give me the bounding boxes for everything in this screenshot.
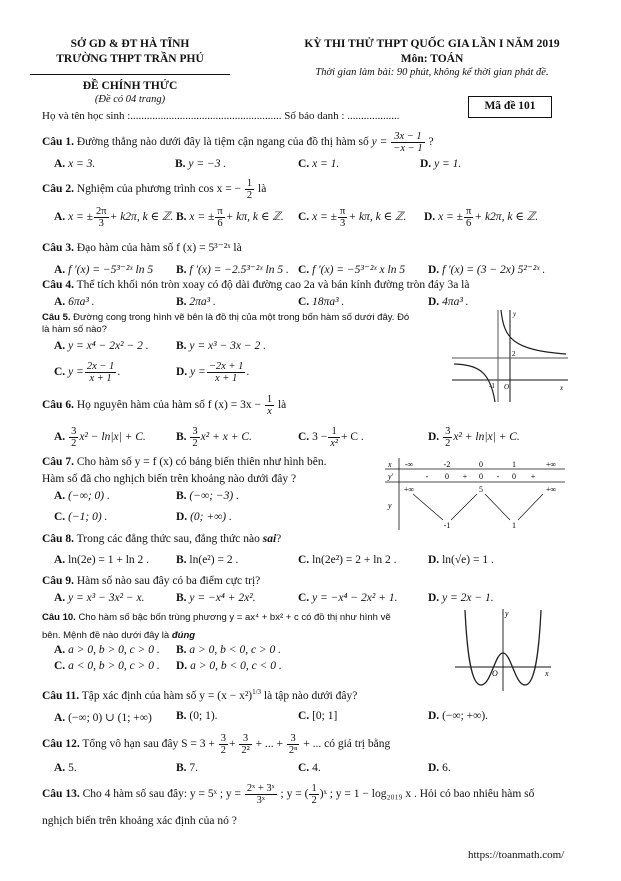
axis-y-label: y: [505, 609, 509, 618]
exam-code: Mã đề 101: [484, 100, 536, 112]
sign-cell: -: [425, 472, 429, 481]
option-b[interactable]: B. y = x³ − 3x − 2 .: [176, 340, 266, 352]
question-text: Đường thẳng nào dưới đây là tiệm cận ngang của đồ thị hàm số: [76, 136, 369, 149]
sign-cell: 0: [445, 472, 449, 481]
fraction: $\frac{1}{2}$: [246, 178, 253, 202]
q10-graph: [455, 607, 555, 693]
option-d[interactable]: D. 6.: [428, 762, 451, 774]
option-a[interactable]: A. 6πa³ .: [54, 296, 95, 308]
question-3: Câu 3. Đạo hàm của hàm số f (x) = 5³⁻²ˣ là: [42, 242, 242, 254]
option-b[interactable]: B. $\frac{3}{2}$ x² + x + C.: [176, 426, 252, 450]
option-b[interactable]: B. (−∞; −3) .: [176, 490, 240, 502]
option-a[interactable]: A. f ′(x) = −5³⁻²ˣ ln 5: [54, 264, 154, 276]
y-min-value: 1: [512, 521, 516, 530]
option-a[interactable]: A. 5.: [54, 762, 77, 774]
sign-cell: +: [462, 472, 468, 481]
y-max-value: +∞: [403, 485, 415, 494]
school-name: TRƯỜNG THPT TRẦN PHÚ: [56, 53, 204, 65]
option-c[interactable]: C. a < 0, b > 0, c > 0 .: [54, 660, 160, 672]
arrow: [451, 494, 477, 520]
question-8: Câu 8. Trong các đẳng thức sau, đẳng thức nào sai?: [42, 533, 282, 545]
question-6: Câu 6. Họ nguyên hàm của hàm số f (x) = 3x − $\frac{1}{x}$ là: [42, 394, 287, 418]
option-a[interactable]: A. (−∞; 0) .: [54, 490, 110, 502]
axis-x-label: x: [545, 669, 549, 678]
arrow: [413, 494, 443, 520]
page-count: (Đề có 04 trang): [94, 94, 166, 105]
arrow: [518, 494, 543, 520]
option-a[interactable]: A. y = x⁴ − 2x² − 2 .: [54, 340, 149, 352]
y-max-value: +∞: [545, 485, 557, 494]
sign-cell: -: [496, 472, 500, 481]
right-branch: [501, 310, 566, 354]
option-a[interactable]: A. y = x³ − 3x² − x.: [54, 592, 145, 604]
q5-graph: [452, 308, 572, 403]
option-a[interactable]: A. x = 3.: [54, 158, 96, 170]
option-d[interactable]: D. $\frac{3}{2}$ x² + ln|x| + C.: [428, 426, 520, 450]
x-value: 0: [479, 460, 483, 469]
option-b[interactable]: B. (0; 1).: [176, 710, 218, 722]
question-4: Câu 4. Thể tích khối nón tròn xoay có độ dài đường cao 2a và bán kính đường tròn đáy 3a là: [42, 279, 470, 291]
question-5-cont: là hàm số nào?: [42, 324, 107, 335]
official-label: ĐỀ CHÍNH THỨC: [82, 80, 178, 92]
fraction: $\frac{3x - 1}{-x - 1}$: [393, 131, 423, 155]
option-c[interactable]: C. y = −x⁴ − 2x² + 1.: [298, 592, 398, 604]
option-d[interactable]: D. y = 2x − 1.: [428, 592, 494, 604]
axis-y-label: y: [513, 310, 517, 318]
option-b[interactable]: B. 7.: [176, 762, 199, 774]
question-13-cont: nghịch biến trên khoảng xác định của nó ?: [42, 815, 237, 827]
footer-link[interactable]: https://toanmath.com/: [468, 849, 565, 861]
option-a[interactable]: A. $\frac{3}{2}$ x² − ln|x| + C.: [54, 426, 146, 450]
subject: Môn: TOÁN: [400, 53, 464, 65]
question-7-cont: Hàm số đã cho nghịch biến trên khoảng nào dưới đây ?: [42, 473, 297, 485]
option-b[interactable]: B. y = −3 .: [175, 158, 227, 170]
header-divider: [30, 74, 230, 75]
option-c[interactable]: C. 18πa³ .: [298, 296, 345, 308]
option-b[interactable]: B. f ′(x) = −2.5³⁻²ˣ ln 5 .: [176, 264, 289, 276]
y-max-value: 5: [479, 485, 483, 494]
option-d[interactable]: D. (0; +∞) .: [176, 511, 232, 523]
option-c[interactable]: C. x = 1.: [298, 158, 340, 170]
option-d[interactable]: D. a > 0, b < 0, c < 0 .: [176, 660, 282, 672]
question-13: Câu 13. Cho 4 hàm số sau đây: y = 5ˣ ; y = $\frac{\text{2ˣ + 3ˣ}}{\text{3ˣ}}$ ; y = ( $\frac{1}{2}$ )ˣ ; y = 1 − log₂₀₁₉ x . Hỏi có bao nhiêu hàm số: [42, 783, 535, 807]
question-12: Câu 12. Tổng vô hạn sau đây S = 3 + $\frac{3}{2}$ + $\frac{3}{\text{2²}}$ + ... + $\frac{3}{\text{2ⁿ}}$ + ... có giá trị bằng: [42, 733, 391, 757]
option-b[interactable]: B. x = ± $\frac{\pi}{6}$ + kπ, k ∈ ℤ.: [176, 206, 284, 230]
origin-label: O: [504, 383, 510, 391]
option-a[interactable]: A. x = ± $\frac{2\pi}{3}$ + k2π, k ∈ ℤ.: [54, 206, 174, 230]
variation-table: [385, 458, 565, 530]
dept-name: SỞ GD & ĐT HÀ TĨNH: [70, 38, 190, 50]
sign-cell: +: [530, 472, 536, 481]
question-text: Nghiệm của phương trình cos x = −: [76, 183, 242, 196]
option-c[interactable]: C. 3 − $\frac{1}{\text{x²}}$ + C .: [298, 426, 364, 450]
question-2: Câu 2. Nghiệm của phương trình cos x = − $\frac{1}{2}$ là: [42, 178, 267, 202]
question-1: Câu 1. Đường thẳng nào dưới đây là tiệm cận ngang của đồ thị hàm số y = $\frac{3x - 1}{-x - 1}$ ?: [42, 131, 434, 155]
x-value: 1: [512, 460, 516, 469]
option-d[interactable]: D. x = ± $\frac{\pi}{6}$ + k2π, k ∈ ℤ.: [424, 206, 539, 230]
option-c[interactable]: C. (−1; 0) .: [54, 511, 108, 523]
tick-2: 2: [512, 350, 516, 358]
option-c[interactable]: C. y = $\frac{2x - 1}{x + 1}$ .: [54, 361, 121, 385]
option-d[interactable]: D. ln(√e) = 1 .: [428, 554, 494, 566]
option-c[interactable]: C. ln(2e²) = 2 + ln 2 .: [298, 554, 397, 566]
sign-cell: 0: [512, 472, 516, 481]
question-10-cont: bên. Mệnh đề nào dưới đây là đúng: [42, 630, 196, 641]
exam-time: Thời gian làm bài: 90 phút, không kể thời gian phát đề.: [315, 67, 549, 78]
arrow: [485, 494, 510, 520]
question-11: Câu 11. Tập xác định của hàm số $y = (x - x^2)^{1/3}$ là tập nào dưới đây?: [42, 688, 358, 702]
origin-label: O: [492, 669, 498, 678]
row-label-y: y: [388, 501, 392, 510]
x-value: -∞: [404, 460, 414, 469]
x-value: +∞: [545, 460, 557, 469]
option-b[interactable]: B. ln(e²) = 2 .: [176, 554, 239, 566]
question-9: Câu 9. Hàm số nào sau đây có ba điểm cực trị?: [42, 575, 261, 587]
option-c[interactable]: C. [0; 1]: [298, 710, 338, 722]
question-10: Câu 10. Cho hàm số bậc bốn trùng phương y = ax⁴ + bx² + c có đồ thị như hình vẽ: [42, 612, 391, 623]
option-c[interactable]: C. x = ± $\frac{\pi}{3}$ + kπ, k ∈ ℤ.: [298, 206, 407, 230]
axis-x-label: x: [560, 384, 564, 392]
option-b[interactable]: B. y = −x⁴ + 2x².: [176, 592, 256, 604]
question-number: Câu 2.: [42, 183, 74, 196]
student-info-line: Họ và tên học sinh :....................................................... Số báo danh : ...................: [42, 110, 400, 122]
option-d[interactable]: D. (−∞; +∞).: [428, 710, 489, 722]
question-number: Câu 1.: [42, 136, 74, 149]
option-a[interactable]: A. (−∞; 0) ∪ (1; +∞): [54, 712, 152, 724]
option-c[interactable]: C. f ′(x) = −5³⁻²ˣ x ln 5: [298, 264, 406, 276]
option-d[interactable]: D. y = 1.: [420, 158, 462, 170]
option-c[interactable]: C. 4.: [298, 762, 321, 774]
question-7: Câu 7. Cho hàm số y = f (x) có bảng biến thiên như hình bên.: [42, 456, 327, 468]
option-a[interactable]: A. ln(2e) = 1 + ln 2 .: [54, 554, 150, 566]
row-label-yprime: y′: [388, 472, 394, 481]
exam-title: KỲ THI THỬ THPT QUỐC GIA LẦN I NĂM 2019: [304, 38, 560, 50]
option-b[interactable]: B. 2πa³ .: [176, 296, 216, 308]
option-a[interactable]: A. a > 0, b > 0, c > 0 .: [54, 644, 160, 656]
question-5: Câu 5. Đường cong trong hình vẽ bên là đồ thị của một trong bốn hàm số dưới đây. Đó: [42, 312, 410, 323]
sign-cell: 0: [479, 472, 483, 481]
y-min-value: -1: [443, 521, 451, 530]
x-value: -2: [443, 460, 451, 469]
option-d[interactable]: D. f ′(x) = (3 − 2x) 5²⁻²ˣ .: [428, 264, 546, 276]
option-b[interactable]: B. a > 0, b < 0, c > 0 .: [176, 644, 282, 656]
option-d[interactable]: D. 4πa³ .: [428, 296, 469, 308]
option-d[interactable]: D. y = $\frac{-2x + 1}{x + 1}$ .: [176, 361, 250, 385]
row-label-x: x: [388, 460, 392, 469]
tick-minus1: -1: [489, 382, 495, 390]
